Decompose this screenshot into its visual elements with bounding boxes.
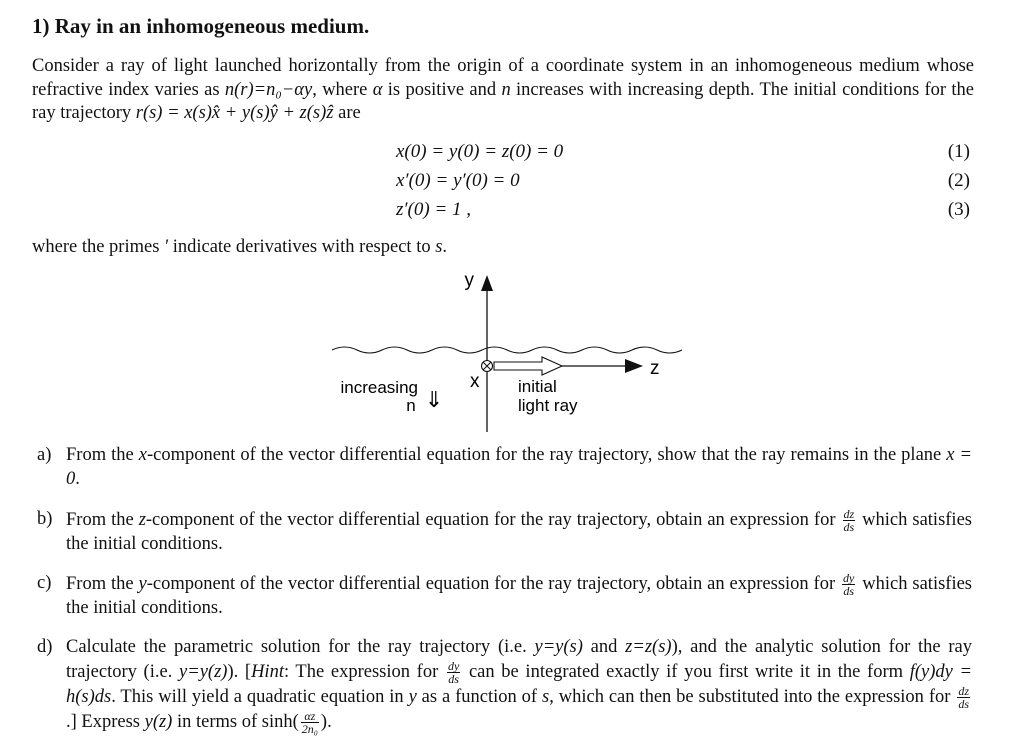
initial-light-ray-arrow [494,357,562,375]
qd-frac3-num: αz [301,710,319,723]
qa-expression: x = 0 [66,445,973,489]
equation-2: x′(0) = y′(0) = 0 [396,170,520,191]
equation-3: z′(0) = 1 , [396,199,472,220]
y-axis-label: y [464,270,474,291]
qd-hint-word: Hint [251,661,284,682]
qc-frac-num: dy [843,571,855,585]
ray-label-light-ray: light ray [518,396,578,415]
qd-fraction-alpha-z [301,710,319,735]
refractive-index-expression: n(r)=n₀−αy [224,79,313,100]
primes-text-1: where the primes [32,237,165,257]
qa-text-3: . [75,468,80,489]
trajectory-expression: r(s) = x(s)x̂ + y(s)ŷ + z(s)ẑ [135,103,334,123]
question-c-text [66,572,972,621]
increasing-label: increasing [340,378,418,397]
qd-frac2-den: ds [958,696,969,711]
down-arrow-icon: ⇓ [424,387,444,412]
equation-1: x(0) = y(0) = z(0) = 0 [396,141,564,162]
question-b-text [66,508,972,557]
intro-text-5: are [333,103,361,123]
intro-text-3: is positive and [382,79,502,100]
qb-frac-den: ds [843,520,855,534]
z-axis-label: z [650,358,660,379]
primes-note [32,236,974,260]
alpha-symbol: α [372,79,383,100]
qd-expr-y-of-z: y=y(z) [179,661,228,682]
qd-text-8: , which can then be substituted into the expression for [549,686,956,707]
primes-text-2: indicate derivatives with respect to [168,237,436,257]
qa-var: x [138,445,147,465]
question-b-letter: b) [37,509,53,529]
qc-text-3: which satisfies the initial conditions. [66,573,972,618]
qd-frac1-num: dy [447,658,460,673]
qc-frac-den: ds [843,584,855,598]
ray-diagram [320,262,700,440]
qd-fraction-dy-ds [447,660,460,685]
s-symbol: s [435,237,443,257]
equation-number-3: (3) [947,199,970,220]
qd-var-y: y [408,686,417,707]
n-symbol: n [501,79,511,100]
qb-frac-num: dz [843,507,855,521]
qd-text-and: and [582,637,626,657]
qa-text-2: -component of the vector differential equation for the ray trajectory, show that the ray remains in the plane [146,445,947,465]
surface-wave-line [332,347,682,353]
qd-text-10: in terms of sinh( [172,711,299,732]
qd-text-9: .] Express [66,711,145,732]
qb-fraction-dz-ds [843,508,856,533]
question-a-letter: a) [37,445,52,465]
qd-text-7: as a function of [416,686,542,707]
question-d-letter: d) [37,637,53,657]
qd-text-4: : The expression for [283,661,445,682]
qb-text-2: -component of the vector differential equation for the ray trajectory, obtain an expression for [145,509,841,530]
z-axis-arrowhead [625,359,643,373]
question-d-text [66,636,972,735]
question-a-text [66,444,972,491]
qd-expr-y-z: y(z) [144,711,173,732]
qb-var: z [138,509,146,530]
qd-fraction-dz-ds [957,685,970,710]
primes-text-3: . [442,237,448,257]
qb-text-1: From the [66,509,139,530]
qd-text-2: ), and the analytic solution for the ray trajectory (i.e. [66,637,972,682]
x-axis-label: x [470,371,480,392]
intro-text-1: Consider a ray of light launched horizontally from the origin of a coordinate system in an inhomogeneous medium whose refractive index varies as [32,56,974,100]
qc-text-1: From the [66,573,139,594]
qd-expr-z-of-s: z=z(s) [625,637,672,657]
qd-text-6: . This will yield a quadratic equation in [111,686,409,707]
qc-text-2: -component of the vector differential equation for the ray trajectory, obtain an expression for [146,573,841,594]
qd-text-1: Calculate the parametric solution for the ray trajectory (i.e. [66,637,535,657]
problem-title: 1) Ray in an inhomogeneous medium. [32,14,370,38]
qd-text-11: ). [320,711,332,732]
qd-frac3-den: 2n₀ [301,721,318,736]
qd-text-3: ). [ [227,661,252,682]
qb-text-3: which satisfies the initial conditions. [66,509,972,554]
y-axis-arrowhead [481,275,493,291]
intro-paragraph [32,55,974,126]
n-label: n [406,396,416,415]
ray-label-initial: initial [518,377,557,396]
intro-text-4: increases with increasing depth. The initial conditions for the ray trajectory [32,79,974,123]
qa-text-1: From the [66,445,139,465]
qc-var: y [138,573,147,594]
qd-expr-separable: f(y)dy = h(s)ds [66,661,972,707]
equation-number-1: (1) [947,141,970,162]
qc-fraction-dy-ds [842,572,855,597]
prime-symbol: ′ [164,237,169,257]
qd-text-5: can be integrated exactly if you first write it in the form [462,661,910,682]
qd-var-s: s [542,686,550,707]
equation-number-2: (2) [947,170,970,191]
question-c-letter: c) [37,573,52,593]
qd-frac1-den: ds [448,671,459,686]
qd-expr-y-of-s: y=y(s) [534,637,583,657]
intro-text-2: , where [312,79,373,100]
qd-frac2-num: dz [958,683,969,698]
